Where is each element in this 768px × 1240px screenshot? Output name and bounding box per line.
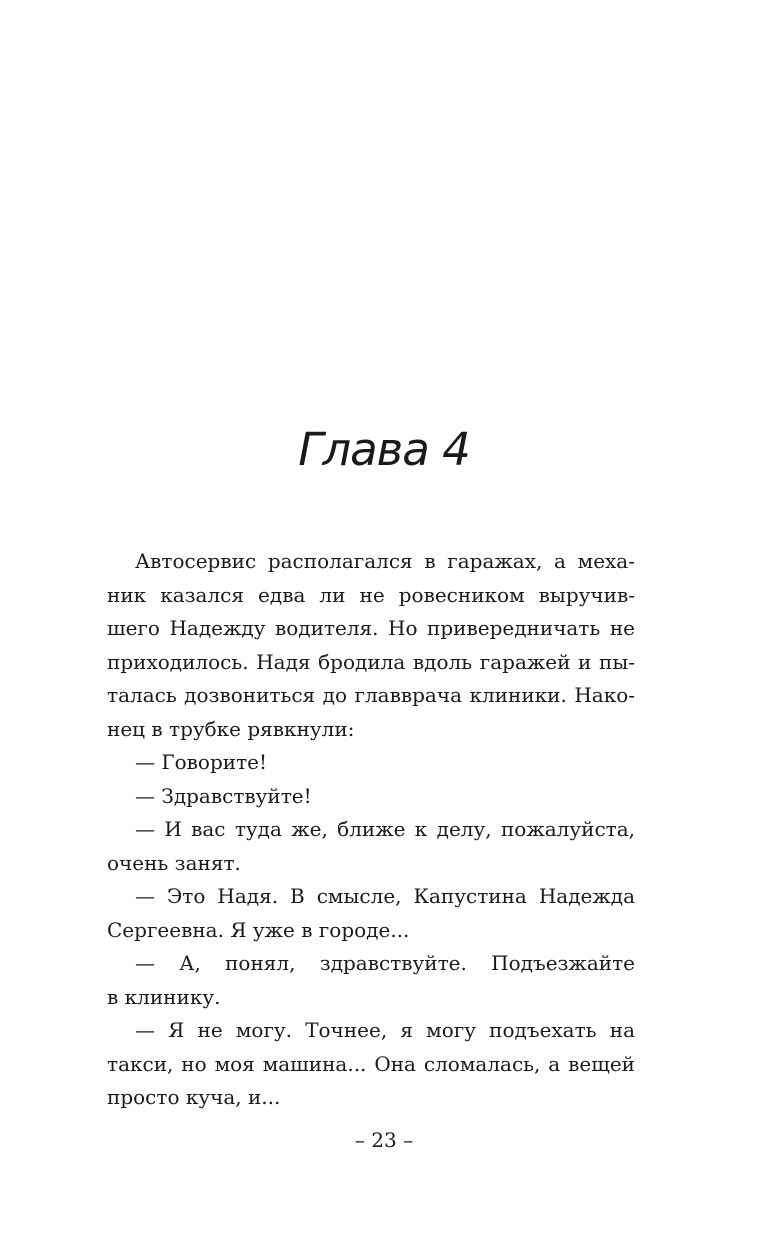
dialogue-line: — Говорите! <box>135 750 268 774</box>
text-line: приходилось. Надя бродила вдоль гаражей и пы- <box>107 649 635 674</box>
text-line: Сергеевна. Я уже в городе... <box>107 917 410 942</box>
body-text <box>107 545 635 1115</box>
page-number: – 23 – <box>354 1128 414 1152</box>
text-line: в клинику. <box>107 984 221 1009</box>
text-line: очень занят. <box>107 850 241 875</box>
dialogue-line: — Я не могу. Точнее, я могу подъехать на <box>135 1018 635 1042</box>
text-line: нец в трубке рявкнули: <box>107 716 355 741</box>
text-line: шего Надежду водителя. Но привередничать не <box>107 616 635 640</box>
text-line: такси, но моя машина... Она сломалась, а вещей <box>107 1051 635 1076</box>
text-line: талась дозвониться до главврача клиники. Нако- <box>107 683 635 707</box>
text-line: ник казался едва ли не ровесником выручив- <box>107 582 635 607</box>
dialogue-line: — Здравствуйте! <box>135 783 312 808</box>
dialogue-line: — И вас туда же, ближе к делу, пожалуйста, <box>135 817 635 841</box>
dialogue-line: — А, понял, здравствуйте. Подъезжайте <box>135 951 635 975</box>
text-line: просто куча, и... <box>107 1085 281 1109</box>
chapter-title: Глава 4 <box>298 423 470 476</box>
text-line: Автосервис располагался в гаражах, а меха- <box>135 549 635 573</box>
dialogue-line: — Это Надя. В смысле, Капустина Надежда <box>135 884 635 908</box>
